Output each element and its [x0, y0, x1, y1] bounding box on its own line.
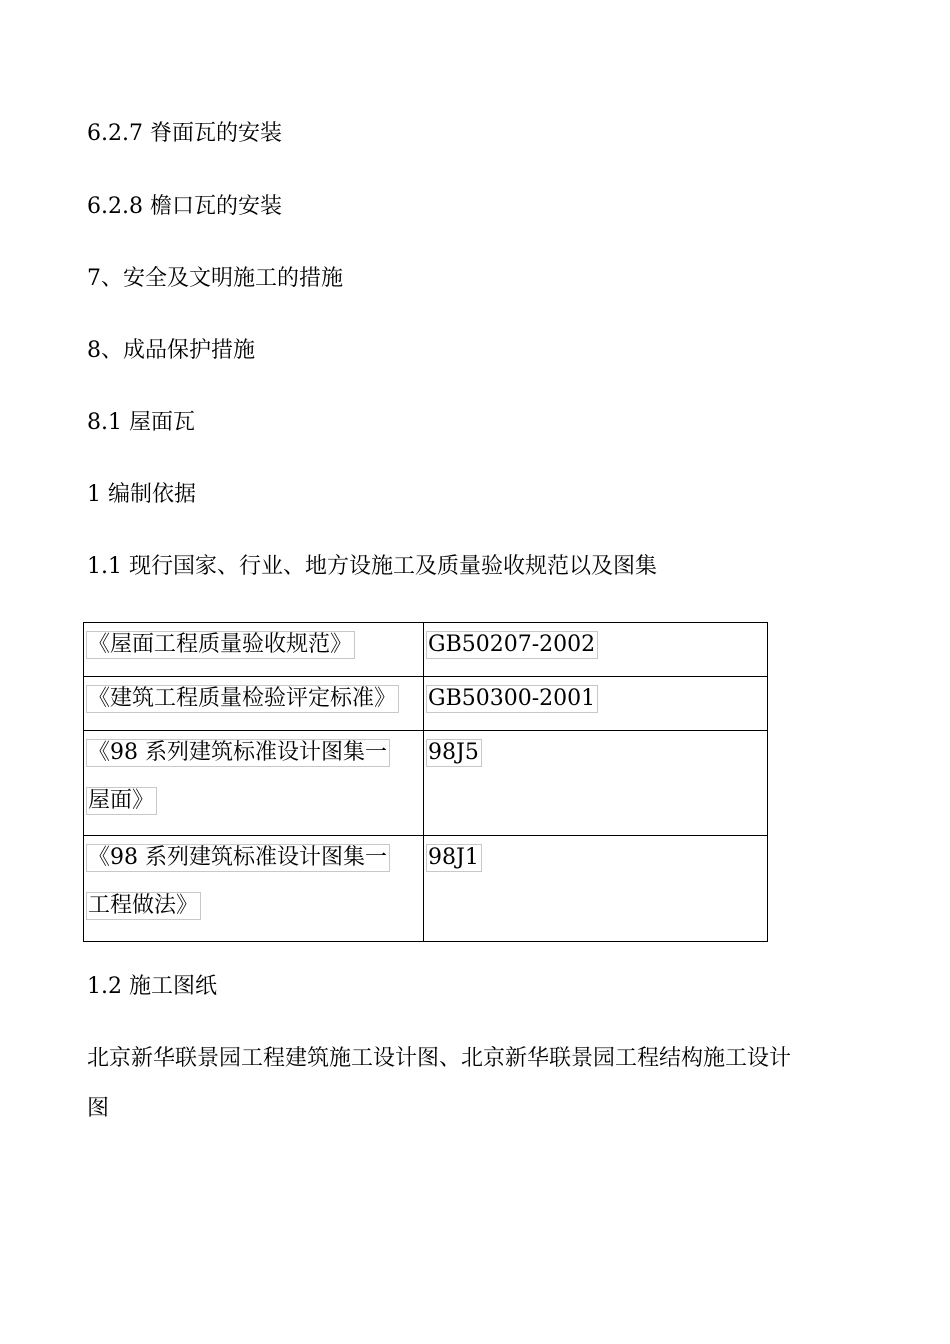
- standard-code: GB50207-2002: [426, 631, 598, 659]
- standard-code-cell: [424, 623, 768, 677]
- standard-code: 98J5: [426, 739, 482, 767]
- standard-code-cell: [424, 676, 768, 730]
- standard-name: 《建筑工程质量检验评定标准》: [86, 685, 399, 713]
- body-paragraph-line-1: 北京新华联景园工程建筑施工设计图、北京新华联景园工程结构施工设计: [87, 1046, 792, 1071]
- section-heading-1: 1 编制依据: [87, 482, 196, 507]
- table-row: [84, 836, 768, 942]
- section-heading-1-1: 1.1 现行国家、行业、地方设施工及质量验收规范以及图集: [87, 554, 657, 579]
- section-heading-1-2: 1.2 施工图纸: [87, 974, 217, 999]
- standards-table: [83, 622, 768, 942]
- standard-code-cell: [424, 730, 768, 836]
- standard-name-line-1: 《98 系列建筑标准设计图集一: [86, 844, 390, 872]
- standard-name-line-1: 《98 系列建筑标准设计图集一: [86, 739, 390, 767]
- standard-code: GB50300-2001: [426, 685, 598, 713]
- section-heading-6-2-7: 6.2.7 脊面瓦的安装: [87, 121, 282, 146]
- standard-name-cell: [84, 676, 424, 730]
- standard-name-line-2: 屋面》: [86, 787, 157, 815]
- section-heading-8: 8、成品保护措施: [87, 338, 255, 363]
- body-paragraph-line-2: 图: [87, 1096, 110, 1121]
- standard-name-cell: [84, 836, 424, 942]
- standard-name-cell: [84, 623, 424, 677]
- standard-name: 《屋面工程质量验收规范》: [86, 631, 355, 659]
- section-heading-6-2-8: 6.2.8 檐口瓦的安装: [87, 194, 282, 219]
- table-row: [84, 623, 768, 677]
- standard-name-line-2: 工程做法》: [86, 892, 201, 920]
- section-heading-8-1: 8.1 屋面瓦: [87, 410, 195, 435]
- table-row: [84, 676, 768, 730]
- table-row: [84, 730, 768, 836]
- standard-code-cell: [424, 836, 768, 942]
- section-heading-7: 7、安全及文明施工的措施: [87, 266, 343, 291]
- standard-name-cell: [84, 730, 424, 836]
- standard-code: 98J1: [426, 844, 482, 872]
